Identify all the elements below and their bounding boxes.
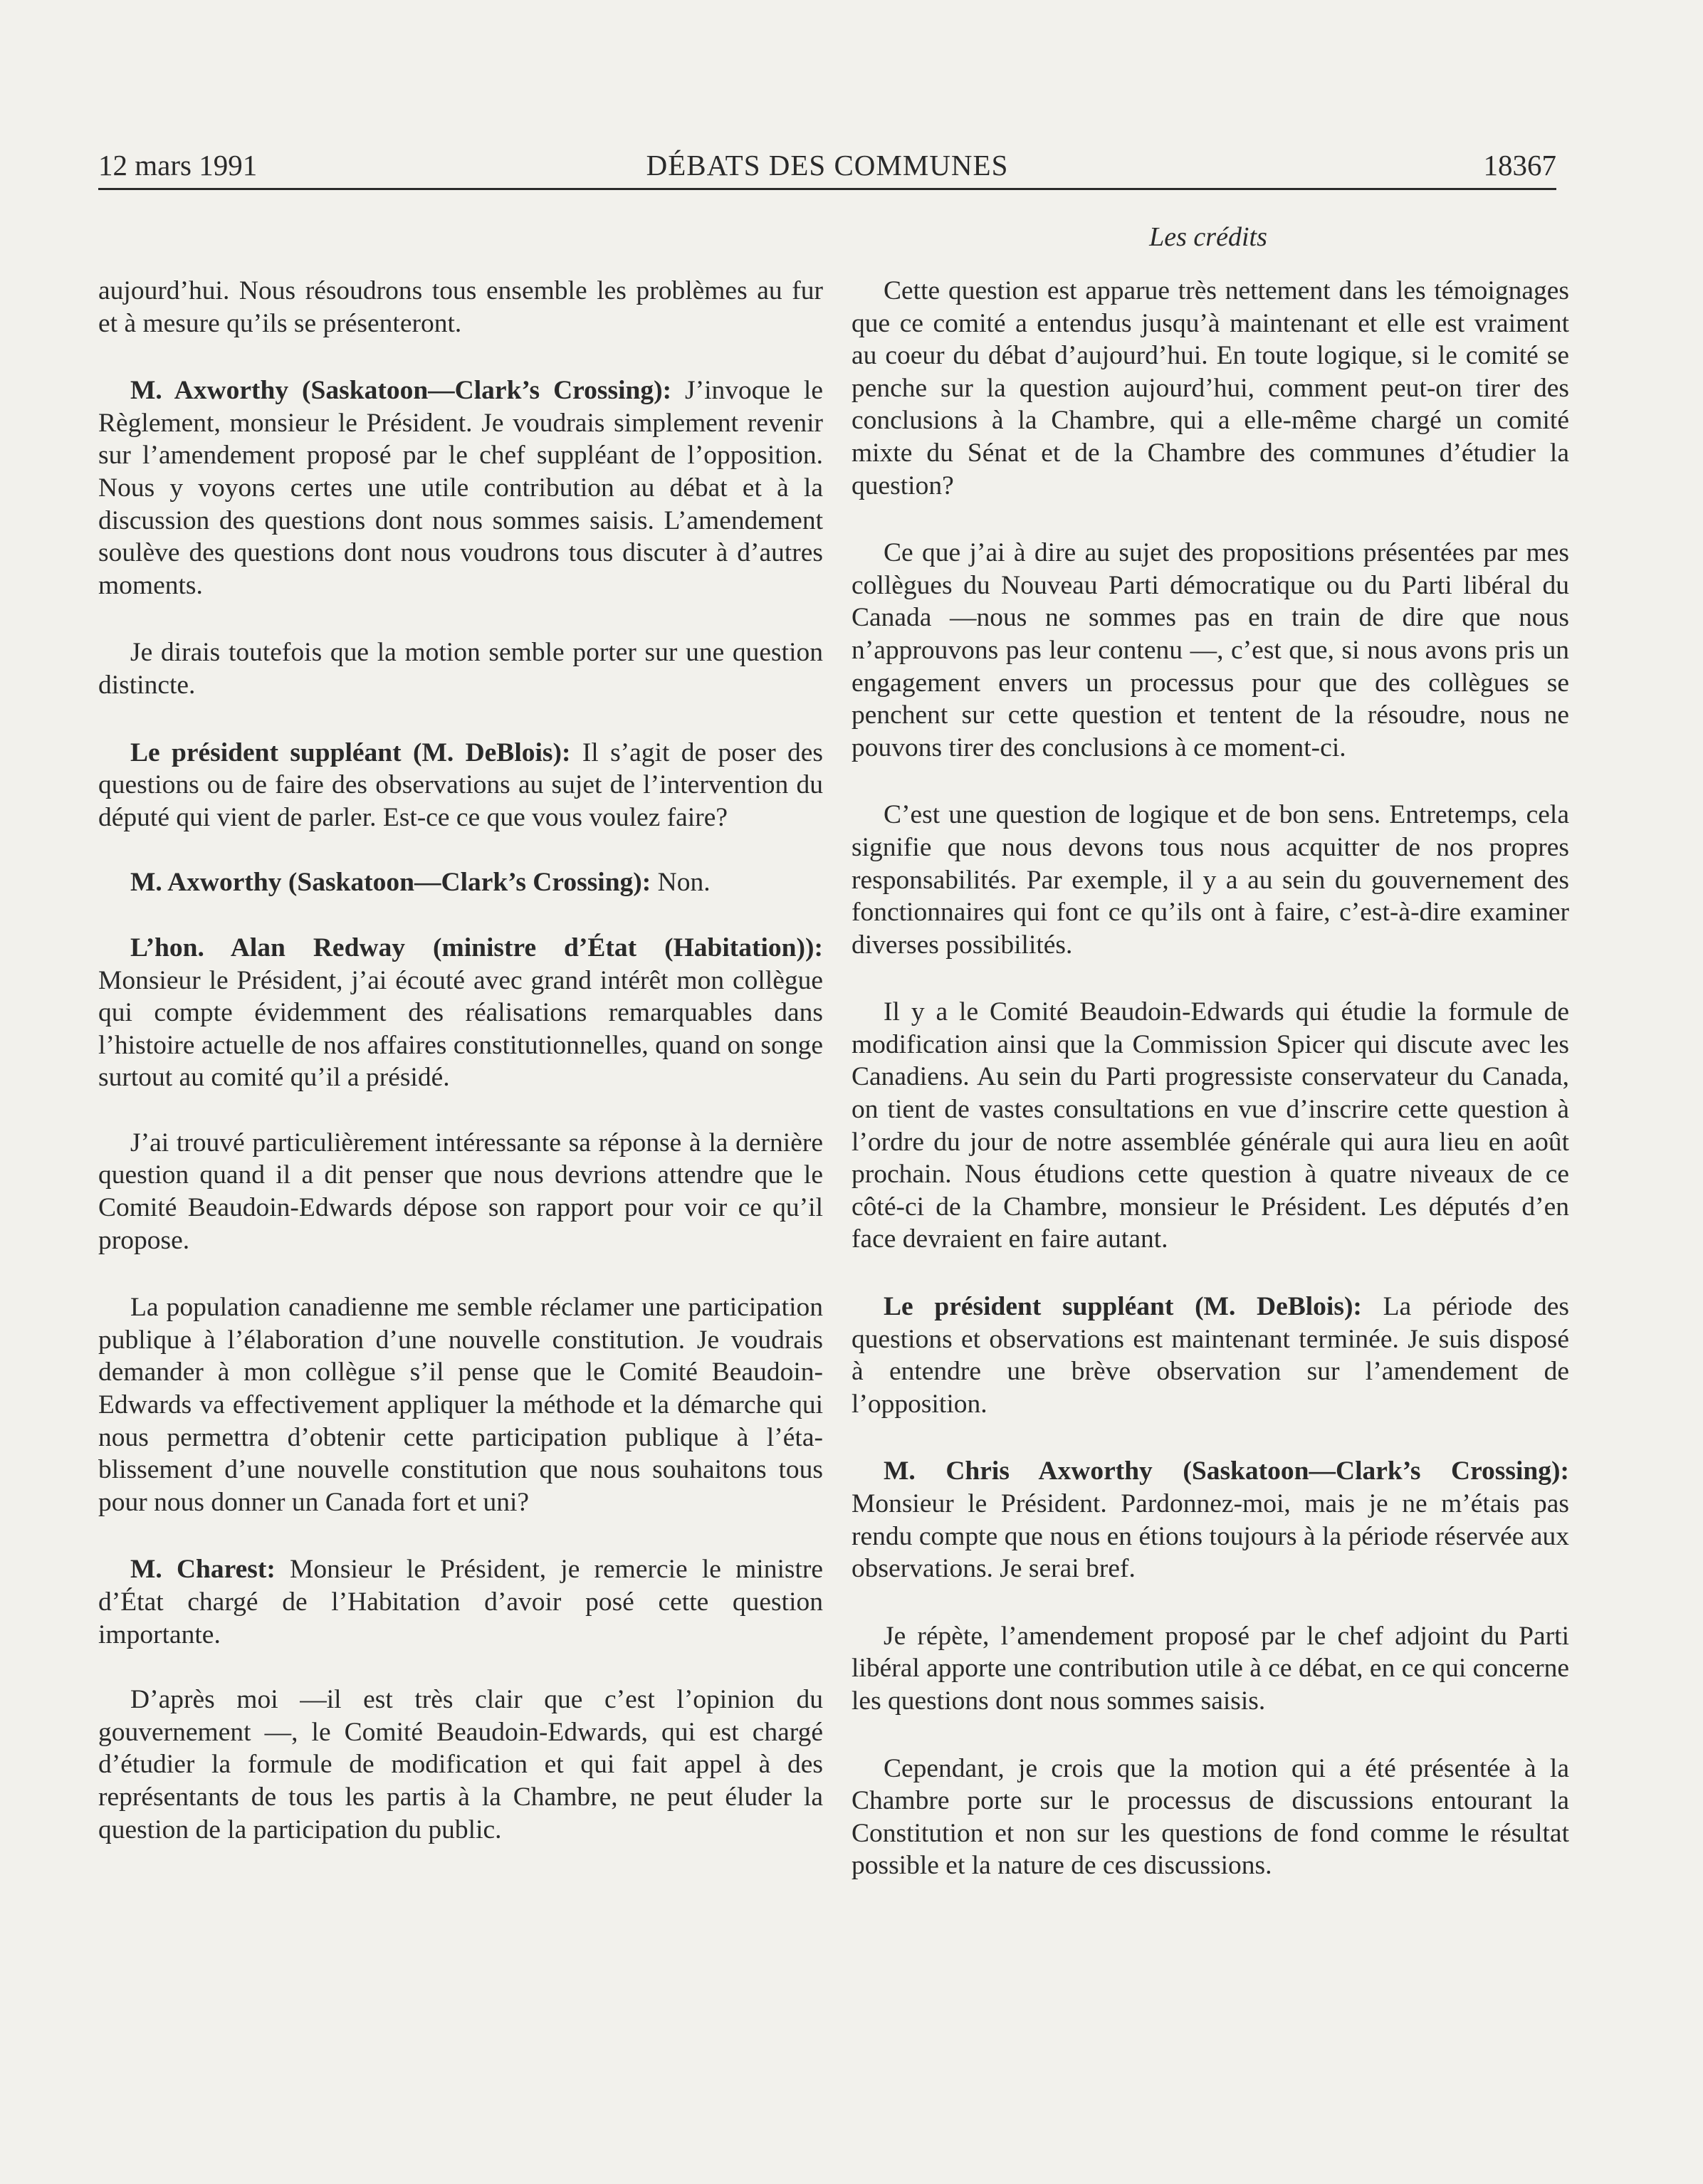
paragraph bbox=[98, 1684, 823, 1846]
paragraph-text: D’après moi —il est très clair que c’est l’opinion du gouvernement —, le Comité Beaudoin-Edwards, qui est chargé d’étudier la formule de modification et qui fait appel à des représentants de tous les partis à la Chambre, ne peut éluder la question de la participation du public. bbox=[98, 1685, 823, 1844]
page-header bbox=[98, 145, 1556, 186]
speaker-name: Le président suppléant (M. DeBlois): bbox=[884, 1292, 1362, 1322]
paragraph bbox=[852, 996, 1569, 1256]
speaker-name: M. Chris Axworthy (Saskatoon—Clark’s Crossing): bbox=[884, 1456, 1569, 1486]
header-title: DÉBATS DES COMMUNES bbox=[646, 149, 1009, 182]
speaker-name: L’hon. Alan Redway (ministre d’État (Habitation)): bbox=[130, 933, 823, 962]
left-column bbox=[98, 275, 823, 1846]
paragraph-text: aujourd’hui. Nous résoudrons tous ensemble les problèmes au fur et à mesure qu’ils se présenteront. bbox=[98, 276, 823, 338]
paragraph bbox=[852, 1620, 1569, 1718]
paragraph bbox=[98, 932, 823, 1094]
paragraph-text: Ce que j’ai à dire au sujet des propositions présentées par mes collègues du Nouveau Parti démocratique ou du Parti libéral du Canada —nous ne sommes pas en train de dire que nous n’approuvons pas leur contenu —, c’est que, si nous avons pris un engagement envers un processus pour que des collègues se penchent sur cette question et tentent de la résoudre, nous ne pouvons tirer des conclusions à ce moment-ci. bbox=[852, 538, 1569, 762]
speaker-name: M. Axworthy (Saskatoon—Clark’s Crossing): bbox=[130, 868, 651, 898]
paragraph-text: Cette question est apparue très nettement dans les témoignages que ce comité a entendus jusqu’à maintenant et elle est vraiment au coeur du débat d’aujourd’hui. En toute logique, si le comité se penche sur la question aujourd’hui, comment peut-on tirer des conclusions à la Chambre, qui a elle-même chargé un comité mixte du Sénat et de la Chambre des communes d’étudier la question? bbox=[852, 276, 1569, 500]
paragraph bbox=[852, 275, 1569, 502]
paragraph bbox=[98, 866, 823, 899]
paragraph-text: Il s’agit de poser des questions ou de faire des observations au sujet de l’intervention du député qui vient de parler. Est-ce ce que vous voulez faire? bbox=[98, 737, 824, 832]
paragraph bbox=[98, 1291, 823, 1518]
paragraph bbox=[98, 737, 823, 834]
paragraph bbox=[98, 636, 823, 701]
paragraph-text: La population canadienne me semble réclamer une participation publique à l’élaboration d’une nouvelle constitution. Je voudrais demander à mon collègue s’il pense que le Comité Beaudoin-Edwards va effectivement appliquer la méthode et la démarche qui nous permettra d’obtenir cette participation publique à l’établissement d’une nouvelle constitution que nous souhaitons tous pour nous donner un Canada fort et uni? bbox=[98, 1293, 823, 1517]
paragraph-text: La période des questions et observations est maintenant terminée. Je suis disposé à entendre une brève observation sur l’amendement de l’opposition. bbox=[852, 1292, 1570, 1419]
paragraph-text: Non. bbox=[651, 868, 711, 898]
paragraph bbox=[852, 799, 1569, 961]
paragraph bbox=[98, 1553, 823, 1651]
paragraph bbox=[98, 275, 823, 340]
paragraph bbox=[852, 537, 1569, 764]
speaker-name: M. Charest: bbox=[130, 1555, 276, 1585]
section-title: Les crédits bbox=[1149, 222, 1267, 252]
header-rule bbox=[98, 188, 1556, 190]
paragraph bbox=[852, 1455, 1569, 1585]
right-column bbox=[852, 275, 1569, 1882]
speaker-name: Le président suppléant (M. DeBlois): bbox=[130, 737, 571, 767]
paragraph-text: Monsieur le Président. Pardonnez-moi, mais je ne m’étais pas rendu compte que nous en étions toujours à la période réservée aux observations. Je serai bref. bbox=[852, 1489, 1569, 1584]
paragraph-text: Monsieur le Président, je remercie le ministre d’État chargé de l’Habitation d’avoir posé cette question importante. bbox=[98, 1555, 824, 1649]
paragraph-text: J’ai trouvé particulièrement intéressante sa réponse à la dernière question quand il a dit penser que nous devrions attendre que le Comité Beaudoin-Edwards dépose son rapport pour voir ce qu’il propose. bbox=[98, 1128, 823, 1255]
paragraph-text: C’est une question de logique et de bon sens. Entretemps, cela signifie que nous devons tous nous acquitter de nos propres responsabilités. Par exemple, il y a au sein du gouvernement des fonctionnaires qui font ce qu’ils ont à faire, c’est-à-dire examiner diverses possibilités. bbox=[852, 800, 1569, 960]
paragraph-text: Cependant, je crois que la motion qui a été présentée à la Chambre porte sur le processus de discussions entourant la Constitution et non sur les questions de fond comme le résultat possible et la nature de ces discussions. bbox=[852, 1753, 1569, 1881]
paragraph bbox=[852, 1291, 1569, 1420]
paragraph bbox=[98, 1127, 823, 1256]
paragraph-text: Monsieur le Président, j’ai écouté avec grand intérêt mon collègue qui compte évidemment des réalisations remarquables dans l’histoire actuelle de nos affaires constitutionnelles, quand on songe surtout au comité qu’il a présidé. bbox=[98, 965, 823, 1093]
paragraph bbox=[852, 1753, 1569, 1882]
paragraph-text: Il y a le Comité Beaudoin-Edwards qui étudie la formule de modification ainsi que la Commission Spicer qui discute avec les Canadiens. Au sein du Parti progressiste conservateur du Canada, on tient de vastes consultations en vue d’inscrire cette question à l’ordre du jour de notre assemblée générale qui aura lieu en août prochain. Nous étudions cette question à quatre niveaux de ce côté-ci de la Chambre, monsieur le Président. Les députés d’en face devraient en faire autant. bbox=[852, 997, 1569, 1254]
header-date: 12 mars 1991 bbox=[98, 149, 258, 182]
paragraph-text: Je répète, l’amendement proposé par le chef adjoint du Parti libéral apporte une contribution utile à ce débat, en ce qui concerne les questions dont nous sommes saisis. bbox=[852, 1621, 1569, 1716]
header-page-number: 18367 bbox=[1483, 149, 1556, 182]
speaker-name: M. Axworthy (Saskatoon—Clark’s Crossing): bbox=[130, 376, 672, 406]
paragraph-text: J’invoque le Règlement, monsieur le Président. Je voudrais simplement revenir sur l’amendement proposé par le chef suppléant de l’opposition. Nous y voyons certes une utile contribution au débat et à la discussion des questions dont nous sommes saisis. L’amendement soulève des questions dont nous voudrons tous discuter à d’autres moments. bbox=[98, 376, 823, 600]
paragraph-text: Je dirais toutefois que la motion semble porter sur une question distincte. bbox=[98, 638, 823, 700]
paragraph bbox=[98, 374, 823, 602]
